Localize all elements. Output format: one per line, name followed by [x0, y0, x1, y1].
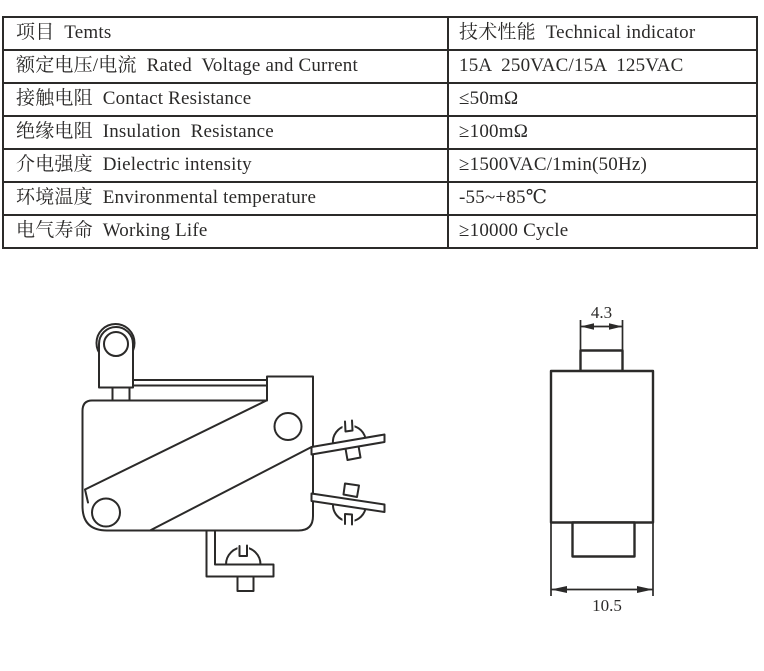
roller-stem: [113, 388, 130, 402]
dim-arrow-left-top: [581, 323, 595, 330]
spec-item-cell: 环境温度 Environmental temperature: [4, 183, 449, 214]
bottom-terminal-block: [573, 523, 635, 557]
table-row: [4, 216, 756, 247]
spec-item-cell: 额定电压/电流 Rated Voltage and Current: [4, 51, 449, 82]
switch-housing: [551, 371, 653, 523]
lever-arm: [133, 380, 267, 386]
spec-item-cell: 介电强度 Dielectric intensity: [4, 150, 449, 181]
spec-value-cell: 15A 250VAC/15A 125VAC: [459, 55, 684, 76]
table-row: [4, 84, 756, 117]
dimension-label-top: 4.3: [590, 303, 613, 322]
dim-extension-lines-top: [581, 320, 623, 351]
table-row: [4, 183, 756, 216]
mounting-hole-bottom-left: [92, 499, 120, 527]
switch-side-view-drawing: [60, 290, 405, 605]
spec-item-cell: 电气寿命 Working Life: [4, 216, 449, 247]
terminal-clip-2: [344, 484, 360, 498]
mounting-hole-top-right: [275, 413, 302, 440]
roller-inner: [104, 332, 128, 356]
spec-table: [2, 16, 758, 249]
spec-item-cell: 项目 Temts: [4, 18, 449, 49]
table-row: [4, 117, 756, 150]
spec-item-cell: 接触电阻 Contact Resistance: [4, 84, 449, 115]
spec-value-cell: ≥1500VAC/1min(50Hz): [459, 154, 648, 175]
spec-value-cell: 技术性能 Technical indicator: [459, 22, 696, 43]
spec-value-cell: ≥100mΩ: [459, 121, 529, 142]
table-row: [4, 150, 756, 183]
plunger-button: [581, 351, 623, 372]
spec-value-cell: ≥10000 Cycle: [459, 220, 569, 241]
spec-item-cell: 绝缘电阻 Insulation Resistance: [4, 117, 449, 148]
dimension-label-bottom: 10.5: [592, 596, 622, 615]
dim-arrow-right-bottom: [637, 586, 653, 593]
screw-tip-bottom: [238, 577, 254, 592]
spec-value-cell: ≤50mΩ: [459, 88, 519, 109]
dim-arrow-right-top: [609, 323, 623, 330]
switch-front-view-drawing: [535, 295, 675, 625]
dim-arrow-left-bottom: [551, 586, 567, 593]
table-row: [4, 18, 756, 51]
spec-value-cell: -55~+85℃: [459, 187, 548, 208]
table-row: [4, 51, 756, 84]
